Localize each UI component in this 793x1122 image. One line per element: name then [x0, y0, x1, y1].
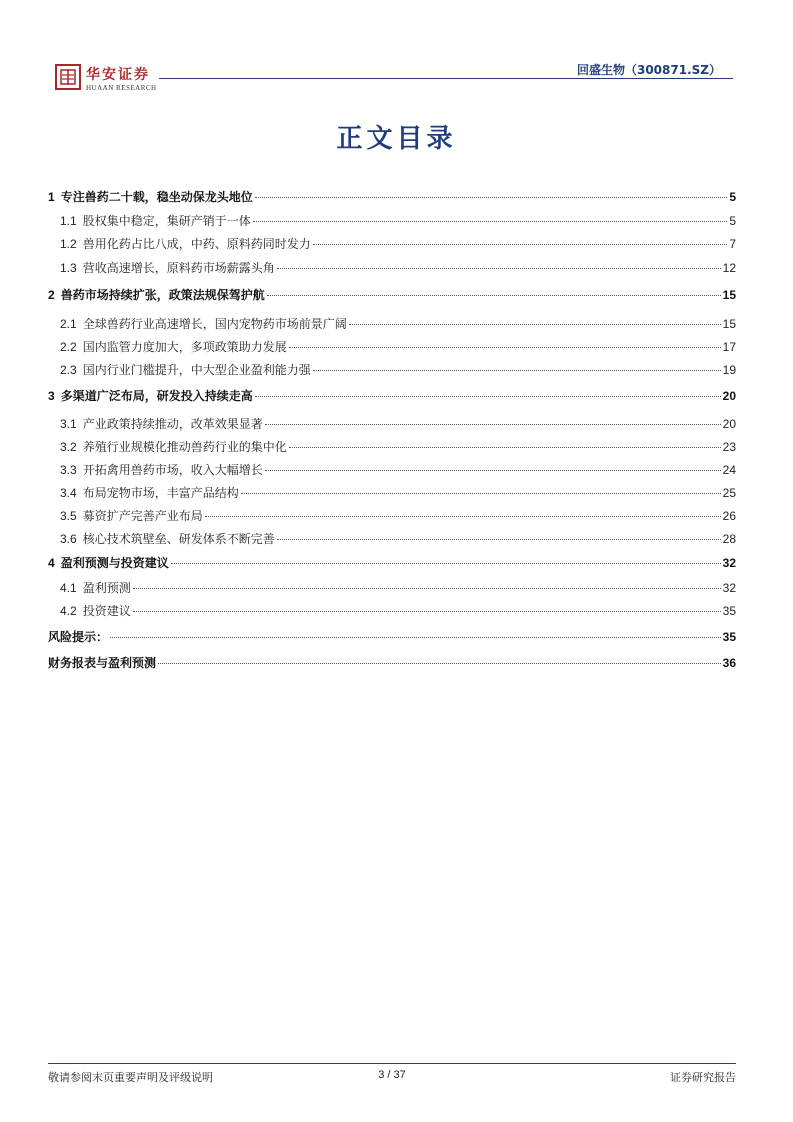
toc-entry[interactable]: [48, 530, 736, 550]
toc-dot-leader: [133, 611, 721, 612]
toc-entry-number: 1: [48, 190, 55, 204]
toc-dot-leader: [133, 588, 721, 589]
toc-entry-title: 股权集中稳定，集研产销于一体: [82, 214, 251, 228]
toc-entry-page: 32: [722, 581, 736, 595]
page-number: 3 / 37: [378, 1069, 406, 1081]
toc-entry-title: 布局宠物市场，丰富产品结构: [82, 486, 239, 500]
toc-entry-page: 25: [722, 486, 736, 500]
toc-entry-title: 盈利预测: [82, 581, 131, 595]
toc-dot-leader: [313, 370, 721, 371]
toc-dot-leader: [267, 295, 721, 296]
toc-dot-leader: [253, 221, 728, 222]
toc-entry-page: 5: [729, 214, 736, 228]
toc-entry-number: 3: [48, 389, 55, 403]
toc-entry-title: 盈利预测与投资建议: [60, 556, 169, 570]
toc-entry[interactable]: [48, 654, 736, 674]
toc-entry-number: 3.4: [60, 486, 77, 500]
toc-entry-number: 3.3: [60, 463, 77, 477]
toc-entry-title: 募资扩产完善产业布局: [82, 509, 203, 523]
toc-dot-leader: [277, 268, 721, 269]
toc-entry-page: 32: [722, 556, 736, 570]
toc-entry[interactable]: [48, 212, 736, 232]
toc-dot-leader: [313, 244, 728, 245]
toc-entry-page: 35: [722, 630, 736, 644]
toc-entry-number: 4.1: [60, 581, 77, 595]
toc-entry-page: 20: [722, 389, 736, 403]
toc-dot-leader: [289, 347, 721, 348]
toc-entry-page: 36: [722, 656, 736, 670]
toc-dot-leader: [110, 637, 721, 638]
toc-entry-title: 营收高速增长，原料药市场薪露头角: [82, 261, 275, 275]
toc-entry-number: 1.3: [60, 261, 77, 275]
toc-entry[interactable]: [48, 286, 736, 306]
toc-entry-number: 4: [48, 556, 55, 570]
toc-entry-title: 全球兽药行业高速增长，国内宠物药市场前景广阔: [82, 317, 347, 331]
toc-dot-leader: [265, 424, 721, 425]
toc-dot-leader: [171, 563, 721, 564]
toc-entry-title: 产业政策持续推动，改革效果显著: [82, 417, 263, 431]
toc-entry[interactable]: [48, 628, 736, 648]
toc-entry-page: 15: [722, 288, 736, 302]
toc-entry-page: 5: [729, 190, 736, 204]
toc-dot-leader: [277, 539, 721, 540]
toc-entry-number: 1.2: [60, 237, 77, 251]
footer-report-type: 证券研究报告: [670, 1071, 736, 1084]
toc-dot-leader: [349, 324, 721, 325]
toc-entry[interactable]: [48, 188, 736, 208]
toc-dot-leader: [265, 470, 721, 471]
page-header: [55, 60, 733, 100]
toc-entry[interactable]: [48, 484, 736, 504]
company-name: 回盛生物（300871.SZ）: [576, 63, 721, 77]
toc-entry-title: 国内监管力度加大，多项政策助力发展: [82, 340, 287, 354]
logo-text-en: HUAAN RESEARCH: [86, 84, 157, 92]
toc-entry-title: 核心技术筑壁垒、研发体系不断完善: [82, 532, 275, 546]
toc-entry-number: 3.1: [60, 417, 77, 431]
toc-entry-number: 2: [48, 288, 55, 302]
toc-entry-page: 24: [722, 463, 736, 477]
toc-entry-title: 养殖行业规模化推动兽药行业的集中化: [82, 440, 287, 454]
toc-entry[interactable]: [48, 338, 736, 358]
header-divider: [159, 78, 733, 79]
toc-entry-title: 国内行业门槛提升，中大型企业盈利能力强: [82, 363, 311, 377]
toc-entry-page: 12: [722, 261, 736, 275]
footer-disclaimer: 敬请参阅末页重要声明及评级说明: [48, 1071, 213, 1084]
toc-entry-page: 26: [722, 509, 736, 523]
toc-entry-number: 3.2: [60, 440, 77, 454]
toc-entry-number: 3.5: [60, 509, 77, 523]
toc-entry-page: 35: [722, 604, 736, 618]
toc-dot-leader: [289, 447, 721, 448]
toc-entry-number: 4.2: [60, 604, 77, 618]
toc-entry-number: 1.1: [60, 214, 77, 228]
toc-dot-leader: [241, 493, 721, 494]
toc-entry-number: 2.1: [60, 317, 77, 331]
toc-entry-title: 财务报表与盈利预测: [48, 656, 157, 670]
toc-entry[interactable]: [48, 415, 736, 435]
toc-entry[interactable]: [48, 438, 736, 458]
huaan-logo-icon: [55, 64, 81, 90]
toc-entry-page: 19: [722, 363, 736, 377]
toc-entry-number: 3.6: [60, 532, 77, 546]
toc-entry[interactable]: [48, 315, 736, 335]
toc-entry-page: 7: [729, 237, 736, 251]
toc-dot-leader: [158, 663, 721, 664]
toc-entry[interactable]: [48, 235, 736, 255]
logo-text-cn: 华安证券: [86, 67, 150, 83]
toc-entry-page: 17: [722, 340, 736, 354]
toc-entry-number: 2.3: [60, 363, 77, 377]
toc-entry-page: 15: [722, 317, 736, 331]
toc-entry-title: 开拓禽用兽药市场，收入大幅增长: [82, 463, 263, 477]
toc-dot-leader: [205, 516, 721, 517]
toc-entry-page: 28: [722, 532, 736, 546]
toc-entry-title: 风险提示：: [48, 630, 109, 644]
page-title: 正文目录: [336, 124, 457, 154]
toc-entry[interactable]: [48, 461, 736, 481]
toc-entry-title: 投资建议: [82, 604, 131, 618]
toc-entry[interactable]: [48, 507, 736, 527]
toc-entry-number: 2.2: [60, 340, 77, 354]
toc-dot-leader: [255, 197, 728, 198]
toc-entry[interactable]: [48, 259, 736, 279]
toc-entry-title: 兽用化药占比八成，中药、原料药同时发力: [82, 237, 311, 251]
toc-entry[interactable]: [48, 579, 736, 599]
toc-dot-leader: [255, 396, 721, 397]
toc-entry-page: 20: [722, 417, 736, 431]
toc-entry-page: 23: [722, 440, 736, 454]
toc-entry[interactable]: [48, 602, 736, 622]
footer-divider: [48, 1063, 736, 1064]
toc-entry-title: 兽药市场持续扩张，政策法规保驾护航: [60, 288, 265, 302]
toc-entry[interactable]: [48, 387, 736, 407]
toc-entry[interactable]: [48, 361, 736, 381]
toc-entry-title: 专注兽药二十载，稳坐动保龙头地位: [60, 190, 253, 204]
toc-entry[interactable]: [48, 554, 736, 574]
toc-entry-title: 多渠道广泛布局，研发投入持续走高: [60, 389, 253, 403]
